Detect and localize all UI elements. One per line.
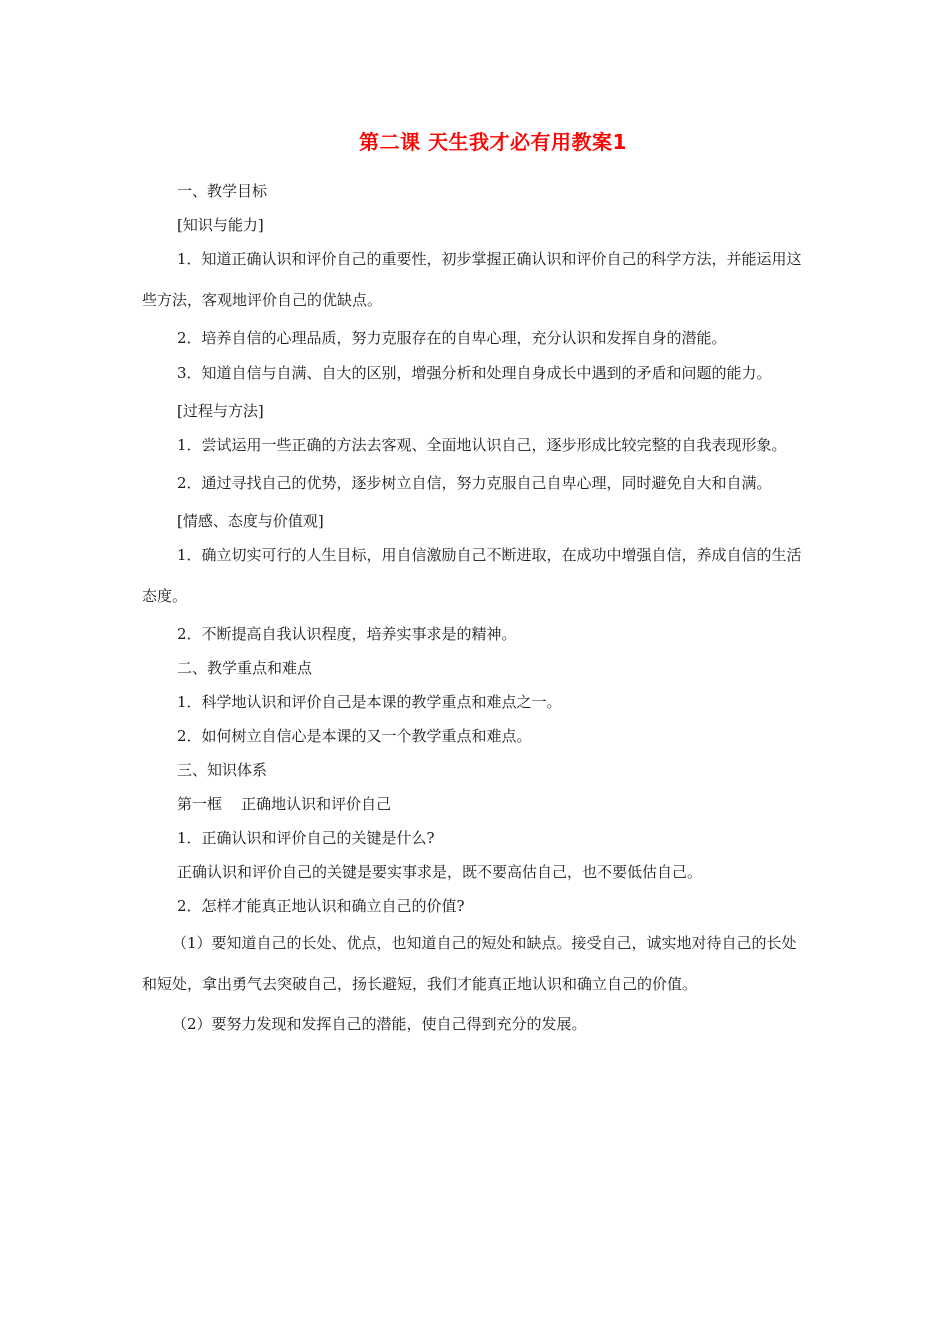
paragraph: 2．通过寻找自己的优势，逐步树立自信，努力克服自己自卑心理，同时避免自大和自满。	[177, 474, 772, 492]
paragraph: 2．如何树立自信心是本课的又一个教学重点和难点。	[177, 727, 532, 745]
answer: （1）要知道自己的长处、优点，也知道自己的短处和缺点。接受自己，诚实地对待自己的长处和短处，拿出勇气去突破自己，扬长避短，我们才能真正地认识和确立自己的价值。	[142, 934, 797, 993]
document-body	[142, 174, 807, 1041]
section-heading-knowledge-system: 三、知识体系	[177, 761, 268, 779]
paragraph: 3．知道自信与自满、自大的区别，增强分析和处理自身成长中遇到的矛盾和问题的能力。	[177, 364, 772, 382]
document-title: 第二课 天生我才必有用教案1	[359, 130, 627, 154]
subheading-process: [过程与方法]	[177, 402, 264, 420]
question: 1．正确认识和评价自己的关键是什么?	[177, 829, 435, 847]
paragraph: 2．培养自信的心理品质，努力克服存在的自卑心理，充分认识和发挥自身的潜能。	[177, 329, 727, 347]
subheading-values: [情感、态度与价值观]	[177, 512, 324, 530]
paragraph: 1．确立切实可行的人生目标，用自信激励自己不断进取，在成功中增强自信，养成自信的生活态度。	[142, 546, 802, 605]
section-heading-key-points: 二、教学重点和难点	[177, 659, 313, 677]
subheading-knowledge: [知识与能力]	[177, 216, 264, 234]
section-heading-objectives: 一、教学目标	[177, 182, 268, 200]
answer: （2）要努力发现和发挥自己的潜能，使自己得到充分的发展。	[172, 1015, 587, 1033]
question: 2．怎样才能真正地认识和确立自己的价值?	[177, 897, 465, 915]
paragraph: 1．知道正确认识和评价自己的重要性，初步掌握正确认识和评价自己的科学方法，并能运用这些方法，客观地评价自己的优缺点。	[142, 250, 802, 309]
paragraph: 1．尝试运用一些正确的方法去客观、全面地认识自己，逐步形成比较完整的自我表现形象。	[177, 436, 787, 454]
paragraph: 2．不断提高自我认识程度，培养实事求是的精神。	[177, 625, 517, 643]
paragraph: 1．科学地认识和评价自己是本课的教学重点和难点之一。	[177, 693, 562, 711]
frame-heading: 第一框 正确地认识和评价自己	[177, 795, 392, 813]
answer: 正确认识和评价自己的关键是要实事求是，既不要高估自己，也不要低估自己。	[177, 863, 703, 881]
